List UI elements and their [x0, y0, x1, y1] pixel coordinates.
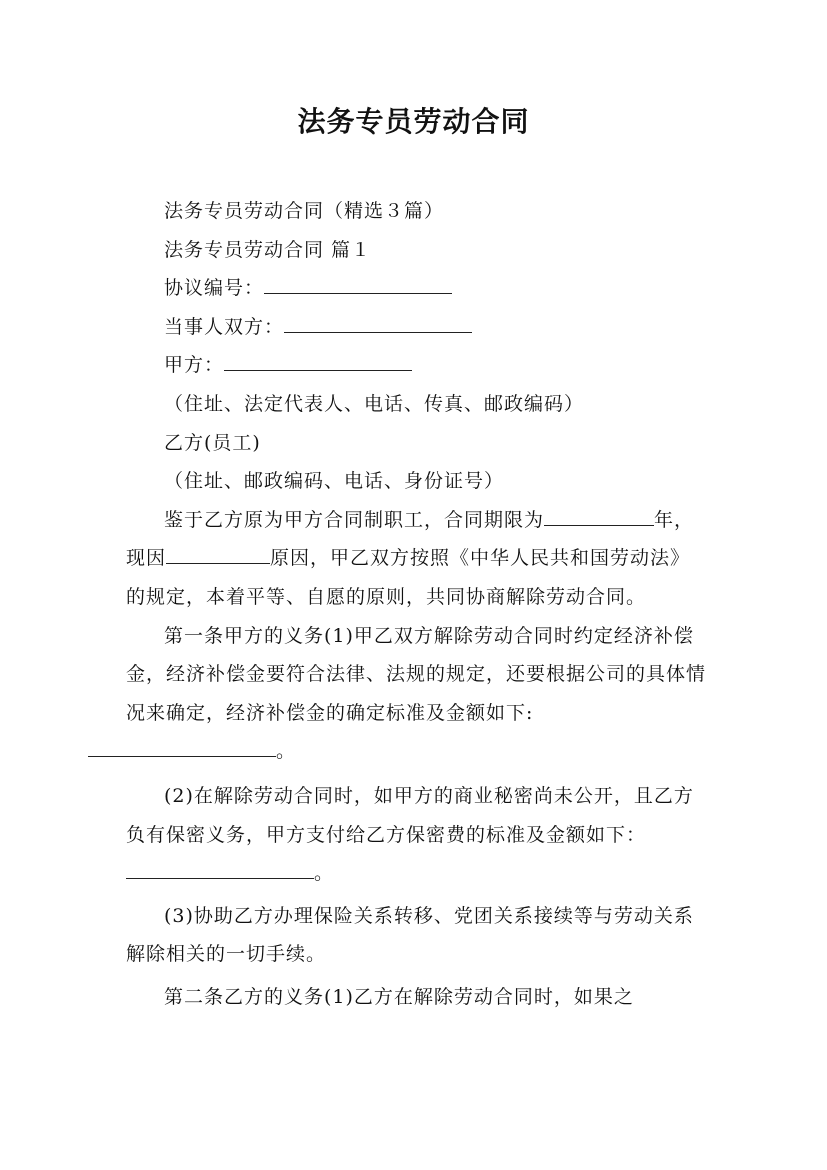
article-1-item-3-paragraph [126, 897, 706, 974]
field-label: 甲方： [164, 354, 225, 377]
paragraph-text: (2)在解除劳动合同时，如甲方的商业秘密尚未公开，且乙方负有保密义务，甲方支付给乙方保密费的标准及金额如下： [126, 784, 694, 846]
paragraph-text: (3)协助乙方办理保险关系转移、党团关系接续等与劳动关系解除相关的一切手续。 [126, 904, 694, 966]
field-note: （住址、邮政编码、电话、身份证号） [164, 470, 505, 493]
document-body [126, 192, 706, 1016]
document-title: 法务专员劳动合同 [297, 105, 530, 138]
parties-blank [284, 312, 472, 333]
party-b-details [126, 462, 706, 501]
field-label: 协议编号： [164, 277, 265, 300]
paragraph-text: 鉴于乙方原为甲方合同制职工，合同期限为 [164, 508, 545, 531]
party-b-line [126, 424, 706, 463]
article-1-item-2-paragraph [126, 777, 706, 893]
heading-selected-3 [126, 192, 706, 231]
paragraph-text: 第一条甲方的义务(1)甲乙双方解除劳动合同时约定经济补偿金，经济补偿金要符合法律、法规的规定，还要根据公司的具体情况来确定，经济补偿金的确定标准及金额如下: [126, 624, 707, 724]
agreement-number-blank [264, 273, 452, 294]
compensation-blank [88, 736, 276, 757]
paragraph-text: 。 [314, 862, 335, 885]
field-note: （住址、法定代表人、电话、传真、邮政编码） [164, 392, 585, 415]
paragraph-text: 。 [276, 740, 297, 763]
paragraph-text: 年，现因 [126, 508, 695, 570]
article-2-paragraph [126, 978, 706, 1017]
field-label: 乙方(员工) [164, 431, 261, 454]
party-a-line [126, 346, 706, 385]
reason-blank [166, 543, 270, 564]
heading-text: 法务专员劳动合同（精选３篇） [164, 200, 445, 222]
contract-term-blank [544, 505, 654, 526]
party-a-blank [224, 350, 412, 371]
article-1-paragraph [126, 617, 706, 771]
confidentiality-fee-blank [126, 858, 314, 879]
agreement-number-line [126, 269, 706, 308]
heading-text: 法务专员劳动合同 篇１ [164, 238, 372, 261]
heading-part-1 [126, 231, 706, 270]
paragraph-text: 原因，甲乙双方按照《中华人民共和国劳动法》的规定，本着平等、自愿的原则，共同协商解除劳动合同。 [126, 547, 691, 608]
preamble-paragraph [126, 501, 706, 617]
parties-line [126, 308, 706, 347]
party-a-details [126, 385, 706, 424]
field-label: 当事人双方： [164, 315, 285, 338]
paragraph-text: 第二条乙方的义务(1)乙方在解除劳动合同时，如果之 [164, 985, 634, 1008]
